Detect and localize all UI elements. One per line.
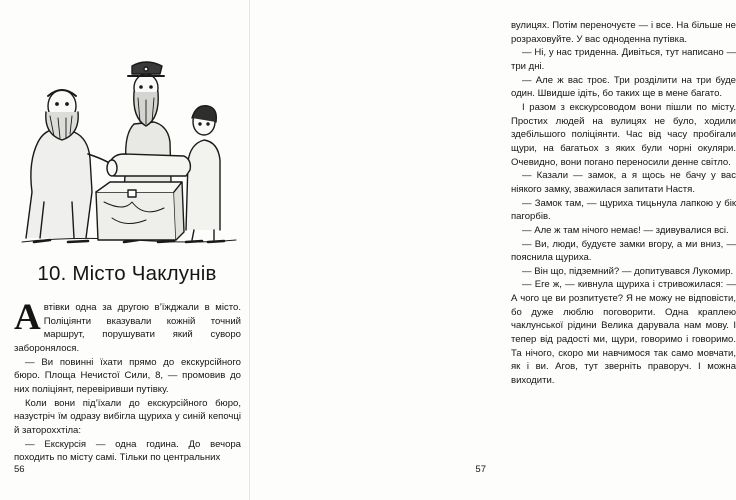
paragraph: — Ви, люди, будуєте замки вгору, а ми вниз, — пояснила щуриха.	[511, 238, 736, 264]
left-page	[0, 0, 250, 500]
chapter-illustration	[14, 42, 240, 248]
paragraph: — Але ж вас троє. Три розділити на три буде один. Швидше ідіть, бо таких ще в мене багато.	[511, 74, 736, 100]
paragraph: — Ви повинні їхати прямо до екскурсійного бюро. Площа Нечистої Сили, 8, — промовив до них поліціянт, перевіривши путівку.	[14, 356, 241, 395]
paragraph: І разом з екскурсоводом вони пішли по місту. Простих людей на вулицях не було, ходили здебільшого поліціянти. Час від часу пробігали щури, на багатьох з яких були чорні окуляри. Очевидно, вони погано переносили денне світло.	[511, 101, 736, 168]
paragraph: — Еге ж, — кивнула щуриха і стривожилася: — А чого це ви розпитуєте? Я не можу не відповісти, бо дуже люблю поговорити. Одна краплею чаклунської рідини Велика дарувала нам мову. І тепер від радості ми, щури, говоримо і говоримо. Та нічого, скоро ми навчимося так само мовчати, як і ви. Агов, тут зверніть праворуч. І можна виходити.	[511, 279, 736, 387]
illustration-drawing	[14, 42, 240, 248]
paragraph: — Він що, підземний? — допитувався Лукомир.	[522, 265, 734, 277]
paragraph: — Ні, у нас триденна. Дивіться, тут написано — три дні.	[511, 47, 736, 72]
paragraph: — Екскурсія — одна година. До вечора походить по місту самі. Тільки по центральних	[14, 438, 241, 464]
left-page-text	[14, 297, 241, 465]
drop-cap: А	[14, 297, 41, 338]
paragraph	[14, 297, 241, 356]
paragraph-text: втівки одна за другою в’їжджали в місто. Поліціянти вказували кожній точний маршрут, порушувати який суворо заборонялося.	[14, 302, 241, 354]
paragraph: — Казали — замок, а я щось не бачу у вас ніякого замку, зважилася запитати Настя.	[511, 170, 736, 195]
page-number-left: 56	[14, 464, 25, 475]
right-page-text	[511, 19, 736, 388]
paragraph: — Але ж там нічого немає! — здивувалися всі.	[522, 224, 729, 236]
page-number-right: 57	[475, 464, 486, 475]
paragraph: Коли вони під’їхали до екскурсійного бюро, назустріч їм одразу вибігла щуриха у синій кепочці й затороххтіла:	[14, 397, 241, 436]
paragraph: — Замок там, — щуриха тицьнула лапкою у бік пагорбів.	[511, 197, 736, 223]
chapter-title: 10. Місто Чаклунів	[37, 262, 217, 285]
right-page	[250, 0, 736, 500]
paragraph: вулицях. Потім переночуєте — і все. На більше не розраховуйте. У вас одноденна путівка.	[511, 20, 736, 45]
